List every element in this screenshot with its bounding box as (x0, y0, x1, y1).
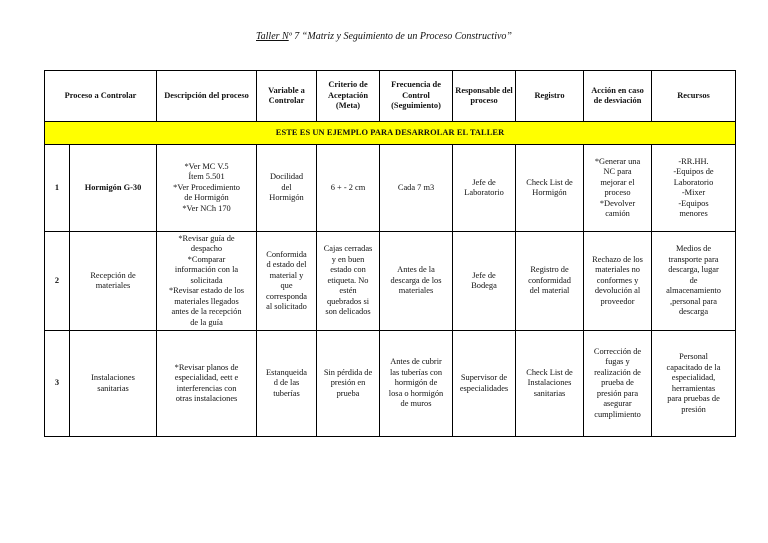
document-title-rest: º 7 “Matriz y Seguimiento de un Proceso Constructivo” (288, 31, 512, 42)
header-responsable: Responsable del proceso (453, 71, 516, 122)
cell-responsable: Supervisor de especialidades (453, 331, 516, 437)
table-row (45, 331, 736, 437)
cell-variable: Docilidad del Hormigón (257, 145, 317, 232)
cell-accion: *Generar una NC para mejorar el proceso *Devolver camión (584, 145, 652, 232)
example-banner-row (45, 122, 736, 145)
row-number: 1 (45, 145, 70, 232)
cell-responsable: Jefe de Laboratorio (453, 145, 516, 232)
cell-descripcion: *Ver MC V.5 Ítem 5.501 *Ver Procedimiento de Hormigón *Ver NCh 170 (157, 145, 257, 232)
header-criterio: Criterio de Aceptación (Meta) (317, 71, 380, 122)
example-banner: ESTE ES UN EJEMPLO PARA DESARROLAR EL TALLER (45, 122, 736, 145)
process-control-matrix (44, 70, 736, 437)
cell-recursos: Personal capacitado de la especialidad, herramientas para pruebas de presión (652, 331, 736, 437)
cell-accion: Rechazo de los materiales no conformes y devolución al proveedor (584, 232, 652, 331)
table-row (45, 232, 736, 331)
header-row (45, 71, 736, 122)
cell-criterio: 6 + - 2 cm (317, 145, 380, 232)
cell-descripcion: *Revisar planos de especialidad, eett e interferencias con otras instalaciones (157, 331, 257, 437)
cell-frecuencia: Cada 7 m3 (380, 145, 453, 232)
header-variable: Variable a Controlar (257, 71, 317, 122)
cell-frecuencia: Antes de la descarga de los materiales (380, 232, 453, 331)
cell-recursos: -RR.HH. -Equipos de Laboratorio -Mixer -Equipos menores (652, 145, 736, 232)
cell-criterio: Cajas cerradas y en buen estado con etiqueta. No estén quebrados si son delicados (317, 232, 380, 331)
cell-frecuencia: Antes de cubrir las tuberías con hormigón de losa o hormigón de muros (380, 331, 453, 437)
document-title-prefix: Taller N (256, 31, 289, 42)
header-accion: Acción en caso de desviación (584, 71, 652, 122)
header-descripcion: Descripción del proceso (157, 71, 257, 122)
cell-accion: Corrección de fugas y realización de prueba de presión para asegurar cumplimiento (584, 331, 652, 437)
cell-recursos: Medios de transporte para descarga, lugar de almacenamiento ,personal para descarga (652, 232, 736, 331)
cell-proceso: Instalaciones sanitarias (70, 331, 157, 437)
cell-proceso: Recepción de materiales (70, 232, 157, 331)
header-proceso: Proceso a Controlar (45, 71, 157, 122)
header-recursos: Recursos (652, 71, 736, 122)
header-registro: Registro (516, 71, 584, 122)
header-frecuencia: Frecuencia de Control (Seguimiento) (380, 71, 453, 122)
document-title (0, 31, 768, 42)
cell-responsable: Jefe de Bodega (453, 232, 516, 331)
row-number: 3 (45, 331, 70, 437)
cell-descripcion: *Revisar guía de despacho *Comparar información con la solicitada *Revisar estado de los materiales llegados antes de la recepción de la guía (157, 232, 257, 331)
table-row (45, 145, 736, 232)
cell-registro: Check List de Instalaciones sanitarias (516, 331, 584, 437)
cell-registro: Registro de conformidad del material (516, 232, 584, 331)
cell-registro: Check List de Hormigón (516, 145, 584, 232)
cell-criterio: Sin pérdida de presión en prueba (317, 331, 380, 437)
cell-variable: Conformida d estado del material y que corresponda al solicitado (257, 232, 317, 331)
cell-proceso: Hormigón G-30 (70, 145, 157, 232)
cell-variable: Estanqueida d de las tuberías (257, 331, 317, 437)
row-number: 2 (45, 232, 70, 331)
